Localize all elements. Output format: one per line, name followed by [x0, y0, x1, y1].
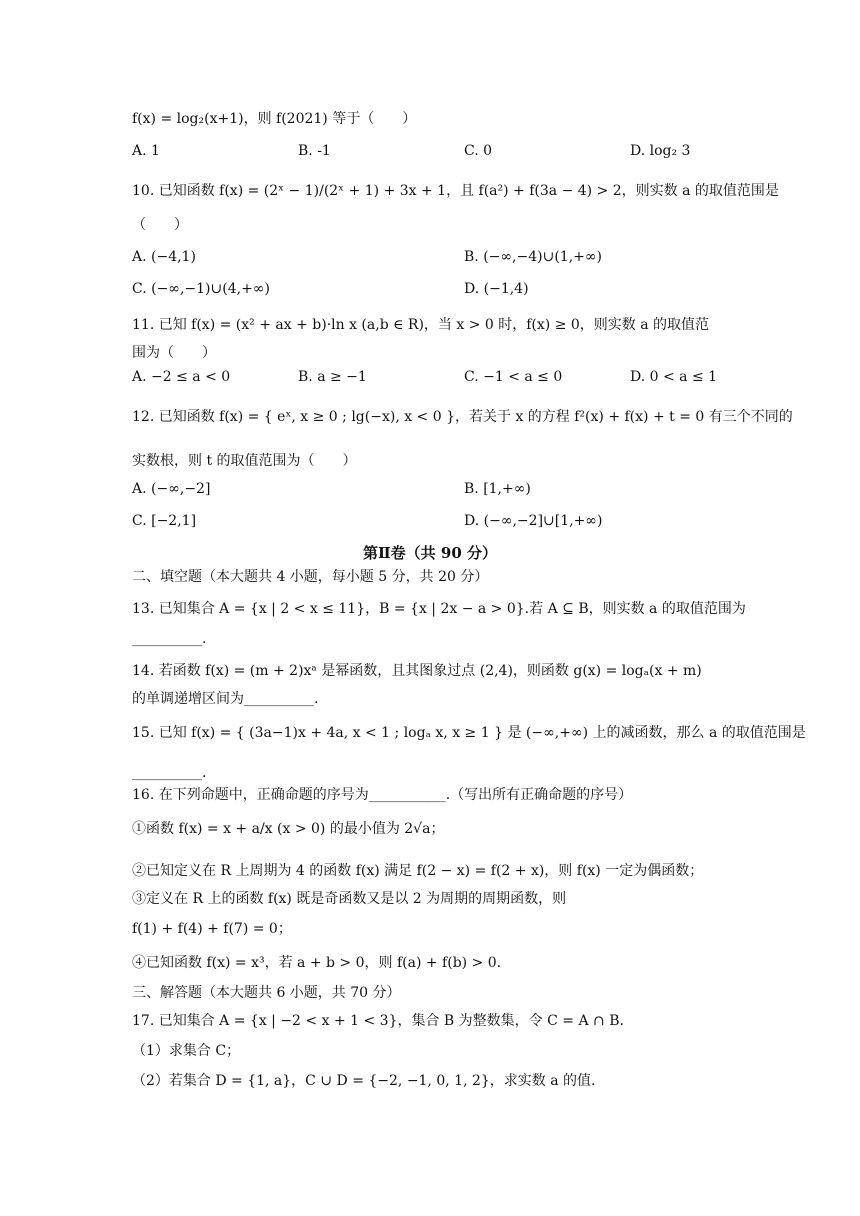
q9-option-d: D. log₂ 3 — [630, 143, 691, 159]
q11-option-a: A. −2 ≤ a < 0 — [132, 369, 231, 385]
q12-option-d: D. (−∞,−2]∪[1,+∞) — [464, 513, 603, 529]
q17-part1: （1）求集合 C； — [132, 1043, 241, 1059]
q11-option-c: C. −1 < a ≤ 0 — [464, 369, 563, 385]
q11-stem: 11. 已知 f(x) = (x² + ax + b)·ln x (a,b ∈ R)，当 x > 0 时，f(x) ≥ 0，则实数 a 的取值范 — [132, 317, 710, 333]
section2-heading: 二、填空题（本大题共 4 小题，每小题 5 分，共 20 分） — [132, 569, 489, 585]
q15-line2: __________. — [132, 765, 207, 781]
q16-item2: ②已知定义在 R 上周期为 4 的函数 f(x) 满足 f(2 − x) = f(2 + x)，则 f(x) 一定为偶函数； — [132, 863, 704, 879]
q17-stem: 17. 已知集合 A = {x | −2 < x + 1 < 3}，集合 B 为整数集，令 C = A ∩ B. — [132, 1013, 624, 1029]
q14-line2: 的单调递增区间为__________. — [132, 691, 319, 707]
q9-option-c: C. 0 — [464, 143, 493, 159]
q10-stem: 10. 已知函数 f(x) = (2ˣ − 1)/(2ˣ + 1) + 3x + 1，且 f(a²) + f(3a − 4) > 2，则实数 a 的取值范围是 — [132, 183, 779, 199]
q11-option-d: D. 0 < a ≤ 1 — [630, 369, 718, 385]
q13-line1: 13. 已知集合 A = {x | 2 < x ≤ 11}，B = {x | 2x − a > 0}.若 A ⊆ B，则实数 a 的取值范围为 — [132, 601, 746, 617]
q16-item3b: f(1) + f(4) + f(7) = 0； — [132, 921, 292, 937]
q11-option-b: B. a ≥ −1 — [298, 369, 367, 385]
q10-paren: （ ） — [132, 217, 188, 233]
q10-option-c: C. (−∞,−1)∪(4,+∞) — [132, 281, 270, 297]
q14-line1: 14. 若函数 f(x) = (m + 2)xᵃ 是幂函数，且其图象过点 (2,4)，则函数 g(x) = logₐ(x + m) — [132, 663, 702, 679]
q12-stem-2: 实数根，则 t 的取值范围为（ ） — [132, 453, 357, 469]
q16-item4: ④已知函数 f(x) = x³，若 a + b > 0，则 f(a) + f(b) > 0. — [132, 955, 502, 971]
q12-option-c: C. [−2,1] — [132, 513, 197, 529]
q9-tail-text: f(x) = log₂(x+1)，则 f(2021) 等于（ ） — [132, 111, 417, 127]
q11-stem-2: 围为（ ） — [132, 345, 216, 361]
q10-option-d: D. (−1,4) — [464, 281, 529, 297]
q15-line1: 15. 已知 f(x) = { (3a−1)x + 4a, x < 1 ; logₐ x, x ≥ 1 } 是 (−∞,+∞) 上的减函数，那么 a 的取值范围是 — [132, 725, 806, 741]
section3-heading: 三、解答题（本大题共 6 小题，共 70 分） — [132, 985, 401, 1001]
q13-line2: __________. — [132, 631, 207, 647]
q9-option-b: B. -1 — [298, 143, 331, 159]
q9-option-a: A. 1 — [132, 143, 160, 159]
q16-stem: 16. 在下列命题中，正确命题的序号为___________.（写出所有正确命题的序号） — [132, 787, 633, 803]
q16-item3a: ③定义在 R 上的函数 f(x) 既是奇函数又是以 2 为周期的周期函数，则 — [132, 891, 567, 907]
q16-item1: ①函数 f(x) = x + a/x (x > 0) 的最小值为 2√a； — [132, 821, 445, 837]
q10-option-b: B. (−∞,−4)∪(1,+∞) — [464, 249, 602, 265]
q12-stem: 12. 已知函数 f(x) = { eˣ, x ≥ 0 ; lg(−x), x < 0 }，若关于 x 的方程 f²(x) + f(x) + t = 0 有三个不同的 — [132, 409, 793, 425]
q17-part2: （2）若集合 D = {1, a}，C ∪ D = {−2, −1, 0, 1, 2}，求实数 a 的值. — [132, 1073, 596, 1089]
q12-option-a: A. (−∞,−2] — [132, 481, 211, 497]
part2-title: 第Ⅱ卷（共 90 分） — [363, 544, 497, 562]
q12-option-b: B. [1,+∞) — [464, 481, 531, 497]
q10-option-a: A. (−4,1) — [132, 249, 196, 265]
